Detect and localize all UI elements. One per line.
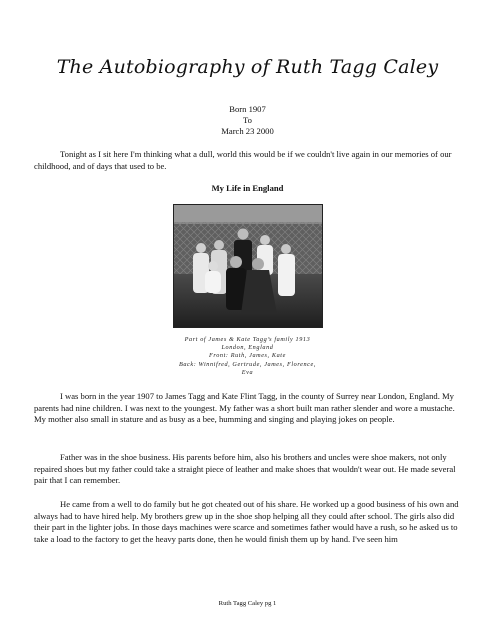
caption-line: Eva	[241, 368, 254, 376]
body-paragraph: I was born in the year 1907 to James Tagg and Kate Flint Tagg, in the county of Surrey near London, England. My parents had nine children. I was next to the youngest. My father was a short built man rather slender and wore a mustache. My mother also small in stature and as busy as a bee, humming and singing and playing jokes on people.	[34, 391, 455, 425]
body-paragraph: Father was in the shoe business. His parents before him, also his brothers and uncles were shoe makers, not only repaired shoes but my father could take a straight piece of leather and make shoes that wouldn't wear out. He made several pair that I can remember.	[34, 452, 456, 486]
caption-line: London, England	[221, 344, 274, 352]
body-paragraph: He came from a well to do family but he got cheated out of his share. He worked up a good business of his own and always had to have hired help. My brothers grew up in the shoe shop helping all they could after school. The girls also did their part in the lighter jobs. In those days machines were scarce and sometimes father would have a rush, so he asked us to take a load to the factory to get the heavy parts done, then he would finish them up by hand. I've seen him	[34, 499, 459, 544]
family-photo	[173, 204, 323, 328]
caption-line: Back: Winnifred, Gertrude, James, Florence,	[178, 360, 317, 368]
photo-caption	[0, 336, 495, 377]
end-date-line: March 23 2000	[221, 126, 274, 136]
life-dates	[0, 104, 495, 137]
born-line: Born 1907	[229, 104, 266, 114]
page-footer: Ruth Tagg Caley pg 1	[218, 600, 277, 607]
intro-paragraph: Tonight as I sit here I'm thinking what a dull, world this would be if we couldn't live again in our memories of our childhood, and of days that used to be.	[34, 149, 452, 171]
caption-line: Front: Ruth, James, Kate	[209, 352, 286, 360]
section-heading: My Life in England	[211, 183, 284, 193]
document-title: The Autobiography of Ruth Tagg Caley	[56, 56, 439, 78]
caption-line: Part of James & Kate Tagg’s family 1913	[184, 336, 311, 343]
to-line: To	[243, 115, 252, 125]
